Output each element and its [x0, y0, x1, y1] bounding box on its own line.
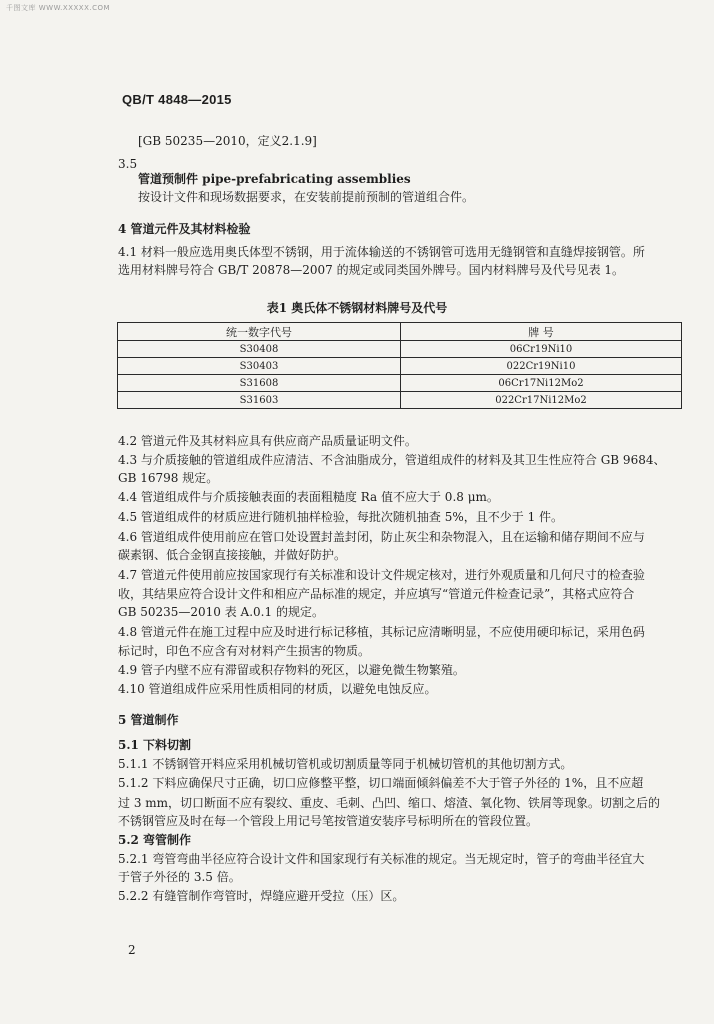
- table-cell-code: S31603: [118, 392, 401, 409]
- table-cell-code: S30403: [118, 358, 401, 375]
- paragraph-line: 5.1.2 下料应确保尺寸正确，切口应修整平整，切口端面倾斜偏差不大于管子外径的 1%，且不应超: [118, 776, 644, 790]
- term-definition: 按设计文件和现场数据要求，在安装前提前预制的管道组合件。: [138, 190, 475, 204]
- paragraph-line: 5.1.1 不锈钢管开料应采用机械切管机或切割质量等同于机械切管机的其他切割方式。: [118, 757, 573, 771]
- table-row: [118, 341, 682, 358]
- table-cell-grade: 06Cr19Ni10: [401, 341, 682, 358]
- paragraph-line: 选用材料牌号符合 GB/T 20878—2007 的规定或同类国外牌号。国内材料牌号及代号见表 1。: [118, 263, 625, 277]
- paragraph-line: 于管子外径的 3.5 倍。: [118, 870, 241, 884]
- paragraph-line: GB 16798 规定。: [118, 471, 219, 485]
- subsection-heading: 5.2 弯管制作: [118, 833, 192, 847]
- clause-number: 3.5: [118, 157, 138, 171]
- table-row: [118, 358, 682, 375]
- paragraph-line: 5.2.2 有缝管制作弯管时，焊缝应避开受拉（压）区。: [118, 889, 405, 903]
- paragraph-line: 标记时，印色不应含有对材料产生损害的物质。: [118, 644, 371, 658]
- table-header-grade: 牌 号: [401, 323, 682, 341]
- paragraph-line: 4.8 管道元件在施工过程中应及时进行标记移植，其标记应清晰明显，不应使用硬印标记，采用色码: [118, 625, 645, 639]
- paragraph-line: 4.7 管道元件使用前应按国家现行有关标准和设计文件规定核对，进行外观质量和几何尺寸的检查验: [118, 568, 645, 582]
- standard-code: QB/T 4848—2015: [122, 92, 232, 107]
- paragraph-line: 4.9 管子内壁不应有滞留或积存物料的死区，以避免微生物繁殖。: [118, 663, 465, 677]
- paragraph-line: 4.4 管道组成件与介质接触表面的表面粗糙度 Ra 值不应大于 0.8 μm。: [118, 490, 499, 504]
- paragraph-line: 收，其结果应符合设计文件和相应产品标准的规定，并应填写“管道元件检查记录”，其格式应符合: [118, 587, 635, 601]
- paragraph-line: 4.2 管道元件及其材料应具有供应商产品质量证明文件。: [118, 434, 417, 448]
- table-cell-grade: 022Cr17Ni12Mo2: [401, 392, 682, 409]
- paragraph-line: 4.1 材料一般应选用奥氏体型不锈钢，用于流体输送的不锈钢管可选用无缝钢管和直缝焊接钢管。所: [118, 245, 645, 259]
- material-grade-table: [117, 322, 682, 409]
- paragraph-line: 4.10 管道组成件应采用性质相同的材质，以避免电蚀反应。: [118, 682, 437, 696]
- section-heading-5: 5 管道制作: [118, 713, 179, 727]
- paragraph-line: 4.5 管道组成件的材质应进行随机抽样检验，每批次随机抽查 5%，且不少于 1 件。: [118, 510, 564, 524]
- paragraph-line: 过 3 mm，切口断面不应有裂纹、重皮、毛刺、凸凹、缩口、熔渣、氧化物、铁屑等现象。切割之后的: [118, 796, 661, 810]
- paragraph-line: 5.2.1 弯管弯曲半径应符合设计文件和国家现行有关标准的规定。当无规定时，管子的弯曲半径宜大: [118, 852, 645, 866]
- table-row: [118, 392, 682, 409]
- term-heading: 管道预制件 pipe-prefabricating assemblies: [138, 172, 411, 186]
- page-number: 2: [128, 943, 136, 957]
- table-cell-code: S30408: [118, 341, 401, 358]
- paragraph-line: GB 50235—2010 表 A.0.1 的规定。: [118, 605, 324, 619]
- paragraph-line: 碳素钢、低合金钢直接接触，并做好防护。: [118, 548, 347, 562]
- table-caption: 表1 奥氏体不锈钢材料牌号及代号: [266, 301, 448, 315]
- table-row: [118, 375, 682, 392]
- table-header-row: [118, 323, 682, 341]
- subsection-heading: 5.1 下料切割: [118, 738, 192, 752]
- paragraph-line: 4.3 与介质接触的管道组成件应清洁、不含油脂成分，管道组成件的材料及其卫生性应符合 GB 9684、: [118, 453, 666, 467]
- section-heading-4: 4 管道元件及其材料检验: [118, 222, 251, 236]
- table-cell-grade: 022Cr19Ni10: [401, 358, 682, 375]
- table-cell-grade: 06Cr17Ni12Mo2: [401, 375, 682, 392]
- citation: [GB 50235—2010，定义2.1.9]: [138, 134, 317, 148]
- watermark-text: 千图文库 WWW.XXXXX.COM: [6, 4, 111, 12]
- table-cell-code: S31608: [118, 375, 401, 392]
- paragraph-line: 4.6 管道组成件使用前应在管口处设置封盖封闭，防止灰尘和杂物混入，且在运输和储存期间不应与: [118, 530, 645, 544]
- paragraph-line: 不锈钢管应及时在每一个管段上用记号笔按管道安装序号标明所在的管段位置。: [118, 814, 539, 828]
- table-header-code: 统一数字代号: [118, 323, 401, 341]
